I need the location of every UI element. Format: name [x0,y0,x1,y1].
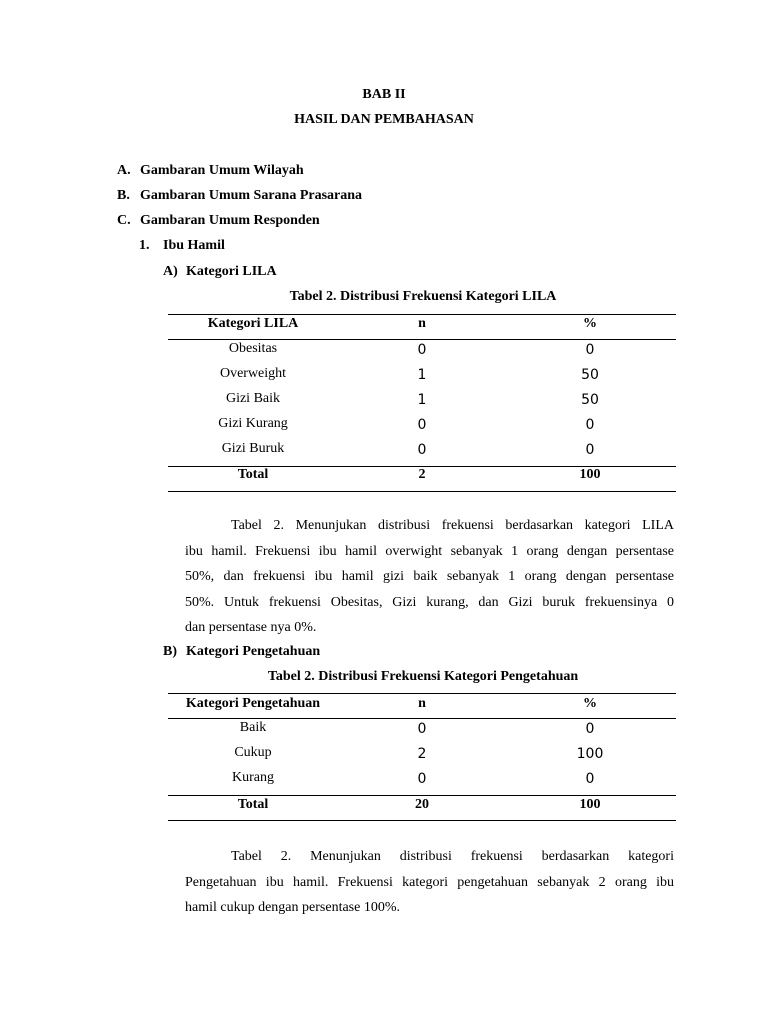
table-pengetahuan-top-rule [168,693,676,694]
section-b-title: Gambaran Umum Sarana Prasarana [140,188,363,203]
table-row-n: 0 [417,771,427,787]
table-lila-total-label: Total [237,467,269,482]
table-lila-caption: Tabel 2. Distribusi Frekuensi Kategori LILA [289,289,557,304]
table-row-percent: 0 [585,721,595,737]
table-pengetahuan-total-rule [168,795,676,796]
table-pengetahuan-total-label: Total [237,797,269,812]
table-row-category: Cukup [234,745,272,760]
table-lila-header-n: n [418,316,426,331]
table-row-percent: 0 [585,442,595,458]
part-a-title: Kategori LILA [186,264,277,279]
section-c-marker: C. [117,213,131,228]
table-pengetahuan-header-kategori: Kategori Pengetahuan [185,696,321,711]
part-b-title: Kategori Pengetahuan [186,644,321,659]
table-lila-top-rule [168,314,676,315]
table-row-n: 0 [417,342,427,358]
paragraph-line: ibu hamil. Frekuensi ibu hamil overwight sebanyak 1 orang dengan persentase [185,543,674,559]
table-row-percent: 0 [585,342,595,358]
table-lila-header-rule [168,339,676,340]
section-a-title: Gambaran Umum Wilayah [140,163,304,178]
table-pengetahuan-header-percent: % [583,696,597,711]
table-lila-total-n: 2 [418,467,426,482]
table-row-n: 0 [417,417,427,433]
table-row-category: Overweight [219,366,287,381]
table-pengetahuan-total-n: 20 [415,797,429,812]
table-row-category: Gizi Kurang [218,416,288,431]
table-row-category: Obesitas [228,341,278,356]
table-pengetahuan-header-rule [168,718,676,719]
table-row-percent: 0 [585,417,595,433]
table-pengetahuan-bottom-rule [168,820,676,821]
table-row-percent: 50 [581,367,599,383]
table-row-category: Kurang [232,770,274,785]
section-b-marker: B. [117,188,130,203]
paragraph-pengetahuan [185,844,674,921]
part-b-marker: B) [163,644,177,659]
table-row-n: 1 [417,392,427,408]
paragraph-line: 50%. Untuk frekuensi Obesitas, Gizi kurang, dan Gizi buruk frekuensinya 0 [185,594,674,610]
table-row-percent: 50 [581,392,599,408]
table-lila-bottom-rule [168,491,676,492]
paragraph-line: Pengetahuan ibu hamil. Frekuensi kategori pengetahuan sebanyak 2 orang ibu [185,874,674,890]
table-lila-total-percent: 100 [579,467,601,482]
table-lila-header-percent: % [583,316,597,331]
table-row-n: 0 [417,442,427,458]
table-row-percent: 0 [585,771,595,787]
section-c-title: Gambaran Umum Responden [140,213,320,228]
table-pengetahuan-total-percent: 100 [579,797,601,812]
table-row-category: Baik [239,720,267,735]
subsection-marker: 1. [139,238,150,253]
table-pengetahuan-caption: Tabel 2. Distribusi Frekuensi Kategori Pengetahuan [267,669,579,684]
chapter-number: BAB II [362,87,406,102]
table-pengetahuan-header-n: n [418,696,426,711]
table-row-n: 0 [417,721,427,737]
paragraph-line: dan persentase nya 0%. [185,620,317,635]
table-row-category: Gizi Baik [225,391,281,406]
paragraph-line: hamil cukup dengan persentase 100%. [185,900,400,915]
paragraph-line: Tabel 2. Menunjukan distribusi frekuensi berdasarkan kategori [231,849,674,864]
table-row-category: Gizi Buruk [221,441,285,456]
table-row-n: 1 [417,367,427,383]
section-a-marker: A. [117,163,131,178]
table-row-percent: 100 [576,746,604,762]
chapter-title: HASIL DAN PEMBAHASAN [294,112,474,127]
paragraph-line: Tabel 2. Menunjukan distribusi frekuensi berdasarkan kategori LILA [231,518,674,533]
table-row-n: 2 [417,746,427,762]
paragraph-line: 50%, dan frekuensi ibu hamil gizi baik sebanyak 1 orang dengan persentase [185,569,674,584]
subsection-title: Ibu Hamil [163,238,225,253]
part-a-marker: A) [163,264,178,279]
paragraph-lila [185,513,674,641]
table-lila-header-kategori: Kategori LILA [207,316,299,331]
